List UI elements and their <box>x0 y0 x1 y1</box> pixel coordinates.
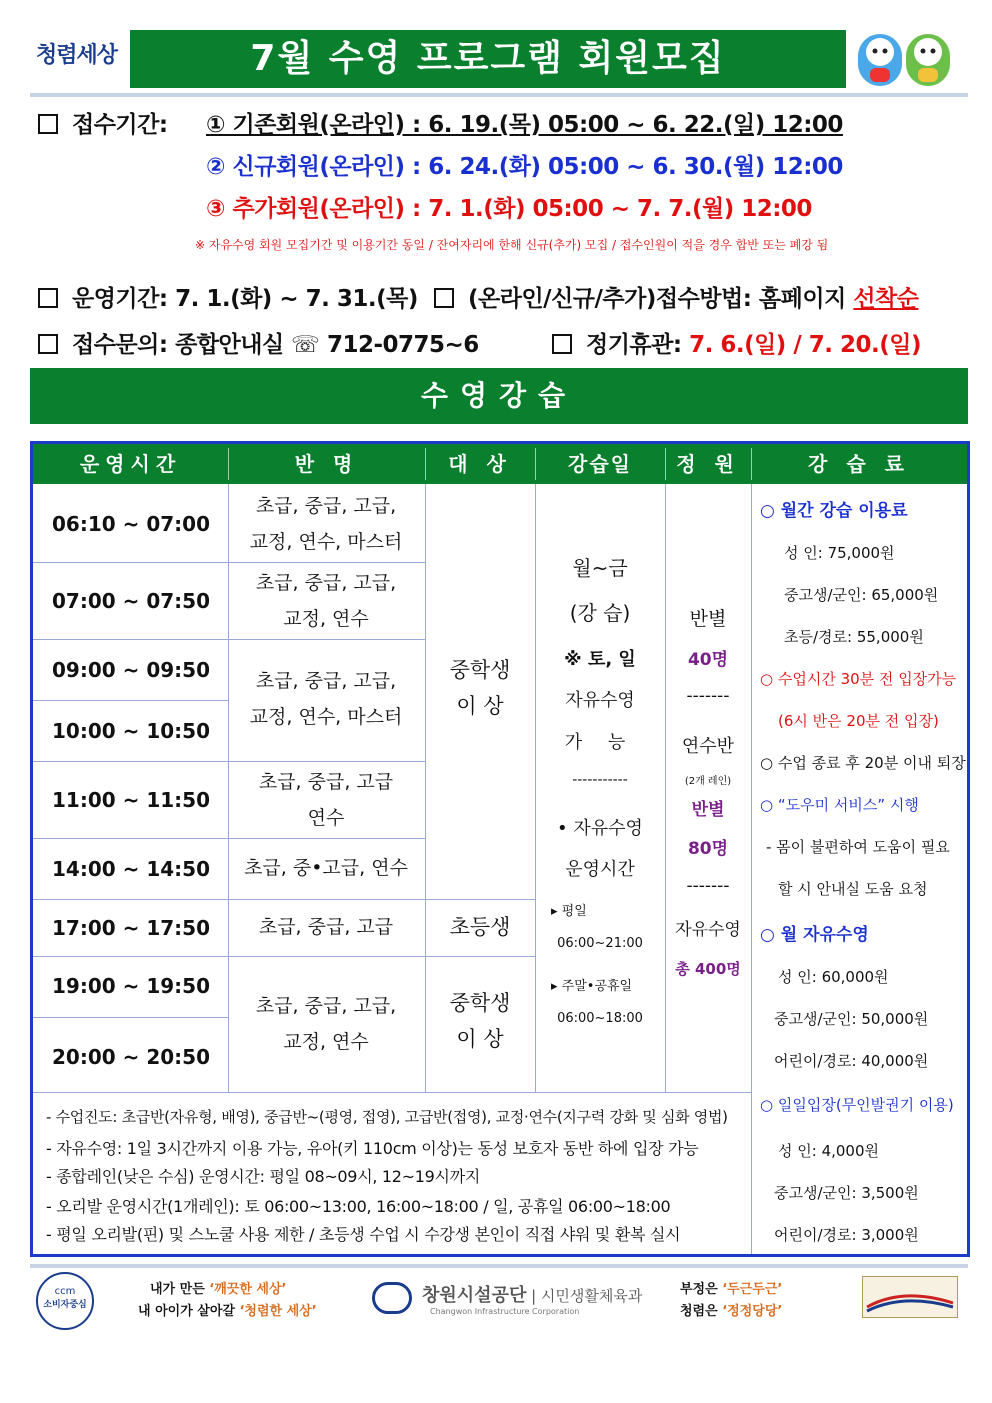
free-swim-title: 운영시간 <box>565 859 635 880</box>
operation-period: 운영기간: 7. 1.(화) ~ 7. 31.(목) <box>38 280 418 313</box>
class-names: 초급, 중급, 고급, 교정, 연수 <box>255 995 397 1053</box>
col-header-time: 운영시간 <box>79 452 182 476</box>
class-names: 초급, 중급, 고급 연수 <box>258 771 394 829</box>
row-divider <box>33 700 228 701</box>
registration-note: ※ 자유수영 회원 모집기간 및 이용기간 동일 / 잔여자리에 한해 신규(추가) 모집 / 접수인원이 적을 경우 합반 또는 폐강 됨 <box>195 238 829 252</box>
fee-item: 초등/경로: 55,000원 <box>784 628 924 646</box>
time-slot: 09:00 ~ 09:50 <box>51 658 210 682</box>
footnote-general-lane: - 종합레인(낮은 수심) 운영시간: 평일 08~09시, 12~19시까지 <box>46 1167 481 1186</box>
class-names: 초급, 중급, 고급, 교정, 연수, 마스터 <box>249 495 403 553</box>
fee-free-swim-title: ○ 월 자유수영 <box>760 925 869 945</box>
header-divider <box>30 93 968 97</box>
fee-notice: (6시 반은 20분 전 입장) <box>778 712 939 730</box>
row-divider <box>33 1092 751 1093</box>
column-divider <box>665 484 666 1092</box>
fee-item: 성 인: 60,000원 <box>778 968 889 986</box>
registration-method: (온라인/신규/추가)접수방법: 홈페이지 선착순 <box>434 280 918 313</box>
fee-item: 어린이/경로: 40,000원 <box>774 1052 929 1070</box>
capacity-label: 반별 <box>691 800 725 820</box>
header-separator <box>228 448 229 480</box>
method-value: 선착순 <box>853 286 919 312</box>
class-names: 초급, 중급, 고급, 교정, 연수 <box>255 572 397 630</box>
lesson-days-sub: (강 습) <box>569 601 631 625</box>
free-swim-title: • 자유수영 <box>557 818 643 839</box>
registration-existing: ① 기존회원(온라인) : 6. 19.(목) 05:00 ~ 6. 22.(일) 12:00 <box>206 112 843 138</box>
time-slot: 20:00 ~ 20:50 <box>51 1045 210 1069</box>
weekday-label: ▸ 평일 <box>551 904 587 919</box>
registration-additional: ③ 추가회원(온라인) : 7. 1.(화) 05:00 ~ 7. 7.(월) 12:00 <box>206 196 812 222</box>
row-divider <box>33 956 535 957</box>
lesson-days: 월~금 <box>572 556 628 580</box>
capacity-label: 연수반 <box>681 736 735 757</box>
helper-service-desc: - 몸이 불편하여 도움이 필요 <box>766 838 950 856</box>
fee-item: 중고생/군인: 65,000원 <box>784 586 939 604</box>
row-divider <box>33 899 535 900</box>
fee-notice: ○ 수업 종료 후 20분 이내 퇴장 <box>760 754 966 772</box>
column-divider <box>751 484 752 1254</box>
capacity-label: 반별 <box>689 608 727 630</box>
capacity-separator: ------- <box>686 686 730 706</box>
closure-dates: 7. 6.(일) / 7. 20.(일) <box>689 332 921 358</box>
registration-new: ② 신규회원(온라인) : 6. 24.(화) 05:00 ~ 6. 30.(월) 12:00 <box>206 154 843 180</box>
fee-item: 성 인: 75,000원 <box>784 544 895 562</box>
header-separator <box>425 448 426 480</box>
target-middle-school: 중학생 이 상 <box>449 658 511 718</box>
class-names: 초급, 중급, 고급 <box>258 916 394 938</box>
time-slot: 06:10 ~ 07:00 <box>51 512 210 536</box>
fee-item: 성 인: 4,000원 <box>778 1142 880 1160</box>
target-elementary: 초등생 <box>449 915 511 939</box>
integrity-logo: 청렴세상 <box>36 43 118 68</box>
target-middle-school: 중학생 이 상 <box>449 991 511 1051</box>
row-divider <box>33 562 425 563</box>
weekend-note: 자유수영 <box>565 690 635 711</box>
slogan-fraud: 부정은 ‘두근두근’ <box>680 1282 783 1297</box>
row-divider <box>33 838 425 839</box>
fee-item: 중고생/군인: 50,000원 <box>774 1010 929 1028</box>
certification-mark-icon <box>862 1276 958 1318</box>
corp-name-en: Changwon Infrastructure Corporation <box>430 1307 580 1316</box>
capacity-separator: ------- <box>686 876 730 896</box>
col-header-capacity: 정 원 <box>676 452 740 476</box>
days-separator: ----------- <box>572 772 628 788</box>
fee-daily-title: ○ 일일입장(무인발권기 이용) <box>760 1096 954 1114</box>
weekend-time: 06:00~18:00 <box>557 1011 643 1026</box>
ccm-badge-icon: ccm 소비자중심 <box>36 1272 94 1330</box>
col-header-fee: 강 습 료 <box>808 452 910 476</box>
weekend-label: ▸ 주말•공휴일 <box>551 979 633 994</box>
section-title: 수영강습 <box>30 368 968 424</box>
capacity-label: 자유수영 <box>675 920 741 940</box>
weekend-note: 가 능 <box>564 732 636 753</box>
helper-service-desc: 할 시 안내실 도움 요청 <box>778 880 928 898</box>
header-separator <box>751 448 752 480</box>
col-header-class: 반 명 <box>294 452 359 476</box>
capacity-value: 40명 <box>687 650 729 670</box>
time-slot: 10:00 ~ 10:50 <box>51 719 210 743</box>
regular-closure: 정기휴관: 7. 6.(일) / 7. 20.(일) <box>552 326 921 359</box>
col-header-days: 강습일 <box>568 452 632 476</box>
class-names: 초급, 중•고급, 연수 <box>244 857 408 879</box>
mascot-blue-icon <box>858 34 902 86</box>
header-separator <box>665 448 666 480</box>
time-slot: 11:00 ~ 11:50 <box>51 788 210 812</box>
class-names: 초급, 중급, 고급, 교정, 연수, 마스터 <box>249 670 403 728</box>
slogan-honest: 청렴은 ‘정정당당’ <box>680 1304 783 1319</box>
footnote-restriction: - 평일 오리발(핀) 및 스노쿨 사용 제한 / 초등생 수업 시 수강생 본인이 직접 샤워 및 환복 실시 <box>46 1225 681 1244</box>
page-title: 7월 수영 프로그램 회원모집 <box>130 30 846 88</box>
header-separator <box>535 448 536 480</box>
time-slot: 17:00 ~ 17:50 <box>51 916 210 940</box>
row-divider <box>33 761 425 762</box>
col-header-target: 대 상 <box>448 452 512 476</box>
fee-monthly-title: ○ 월간 강습 이용료 <box>760 501 908 521</box>
row-divider <box>33 639 425 640</box>
footnote-fins-lane: - 오리발 운영시간(1개레인): 토 06:00~13:00, 16:00~18:00 / 일, 공휴일 06:00~18:00 <box>46 1197 671 1216</box>
capacity-value: 총 400명 <box>675 960 741 978</box>
fee-item: 어린이/경로: 3,000원 <box>774 1226 919 1244</box>
time-slot: 07:00 ~ 07:50 <box>51 589 210 613</box>
weekend-note: ※ 토, 일 <box>564 649 636 670</box>
corp-name: 창원시설공단 | 시민생활체육과 <box>422 1285 643 1306</box>
helper-service: ○ “도우미 서비스” 시행 <box>760 796 919 814</box>
slogan-clean: 내가 만든 ‘깨끗한 세상’ <box>150 1282 287 1297</box>
registration-inquiry: 접수문의: 종합안내실 ☏ 712-0775~6 <box>38 326 479 359</box>
fee-notice: ○ 수업시간 30분 전 입장가능 <box>760 670 957 688</box>
row-divider <box>33 1017 228 1018</box>
slogan-integrity: 내 아이가 살아갈 ‘청렴한 세상’ <box>138 1304 317 1319</box>
time-slot: 19:00 ~ 19:50 <box>51 974 210 998</box>
corp-logo-icon <box>372 1282 412 1314</box>
weekday-time: 06:00~21:00 <box>557 936 643 951</box>
fee-item: 중고생/군인: 3,500원 <box>774 1184 919 1202</box>
footnote-free-swim: - 자유수영: 1일 3시간까지 이용 가능, 유아(키 110cm 이상)는 동성 보호자 동반 하에 입장 가능 <box>46 1139 699 1158</box>
capacity-value: 80명 <box>687 839 729 859</box>
footnote-progress: - 수업진도: 초급반(자유형, 배영), 중급반~(평영, 접영), 고급반(접영), 교정·연수(지구력 강화 및 심화 영법) <box>46 1108 728 1126</box>
registration-period-label: 접수기간: <box>38 106 168 139</box>
mascot-green-icon <box>906 34 950 86</box>
capacity-note: (2개 레인) <box>684 776 732 787</box>
time-slot: 14:00 ~ 14:50 <box>51 857 210 881</box>
footer-divider <box>30 1264 968 1268</box>
